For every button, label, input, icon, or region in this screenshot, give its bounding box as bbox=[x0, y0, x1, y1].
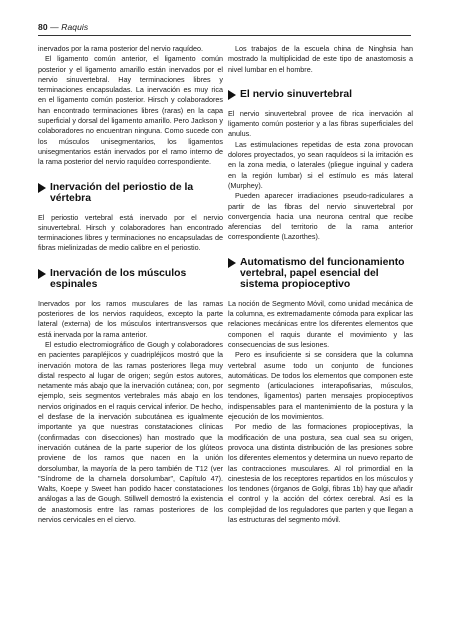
heading-text: Automatismo del funcionamiento vertebral, papel esencial del sistema propioceptivo bbox=[240, 256, 405, 290]
right-column bbox=[228, 44, 413, 525]
running-header bbox=[38, 22, 88, 32]
paragraph: Los trabajos de la escuela china de Ninghsia han mostrado la multiplicidad de este tipo de anastomosis a nivel lumbar en el hombre. bbox=[228, 44, 413, 74]
paragraph: Por medio de las formaciones propioceptivas, la modificación de una postura, sea cual sea su origen, provoca una distinta distribución de las presiones sobre los diferentes elementos y determina un nuevo reparto de las contracciones musculares. Al rol primordial en la cinestesia de los receptores repartidos en los músculos y los tendones (órganos de Golgi, fibras 1b) hay que añadir el control y la acción del córtex cerebral. Así es la complejidad de los reguladores que parten y que llegan a las estructuras del segmento móvil. bbox=[228, 422, 413, 524]
paragraph: Inervados por los ramos musculares de las ramas posteriores de los nervios raquídeos, excepto la parte lateral (externa) de los músculos intertransversos que está inervada por la rama anterior. bbox=[38, 298, 223, 339]
paragraph: El periostio vertebral está inervado por el nervio sinuvertebral. Hirsch y colaboradores han encontrado terminaciones libres y terminaciones no encapsuladas de fibras mielinizadas de medio calibre en el periostio. bbox=[38, 212, 223, 253]
heading-periostio bbox=[38, 182, 223, 204]
left-column bbox=[38, 44, 223, 525]
heading-automatismo bbox=[228, 257, 413, 290]
heading-text: Inervación de los músculos espinales bbox=[50, 267, 187, 290]
triangle-bullet-icon bbox=[228, 90, 236, 100]
triangle-bullet-icon bbox=[228, 258, 236, 268]
paragraph: inervados por la rama posterior del nervio raquídeo. bbox=[38, 44, 204, 53]
paragraph: Las estimulaciones repetidas de esta zona provocan dolores proyectados, yo sean raquídeos si la irritación es en la zona media, o laterales (pliegue inguinal y cadera en la región lumbar) si el estímulo es más lateral (Murphey). bbox=[228, 139, 413, 190]
header-rule bbox=[38, 35, 411, 36]
paragraph: El ligamento común anterior, el ligamento común posterior y el ligamento amarillo están inervados por el nervio sinuvertebral. Hay terminaciones libres y terminaciones encapsuladas. La inervación es muy rica en el ligamento común posterior. Hirsch y colaboradores han encontrado terminaciones libres (raras) en la capa superficial y dorsal del ligamento amarillo. Pero Jackson y colaboradores no encuentran ninguna. Como sucede con los músculos unisegmentarios, los ligamentos unisegmentarios están inervados por el ramo interno de la rama posterior del nervio raquídeo correspondiente. bbox=[38, 54, 223, 167]
heading-sinuvertebral bbox=[228, 89, 413, 100]
heading-text: Inervación del periostio de la vértebra bbox=[50, 181, 194, 204]
paragraph: La noción de Segmento Móvil, como unidad mecánica de la columna, es extremadamente cómoda para explicar las relaciones mecánicas entre los diferentes elementos que componen el raquis durante el movimiento y las consecuencias de sus lesiones. bbox=[228, 298, 413, 349]
triangle-bullet-icon bbox=[38, 269, 46, 279]
paragraph: Pueden aparecer irradiaciones pseudo-radiculares a partir de las fibras del nervio sinuvertebral por convergencia hacia una neurona central que recibe aferencias del territorio de la rama anterior correspondiente (Lazorthes). bbox=[228, 191, 413, 242]
page-number: 80 bbox=[38, 22, 48, 32]
triangle-bullet-icon bbox=[38, 183, 46, 193]
heading-text: El nervio sinuvertebral bbox=[240, 88, 353, 100]
header-separator: — bbox=[50, 22, 59, 32]
section-title: Raquis bbox=[61, 22, 89, 32]
heading-musculos bbox=[38, 268, 223, 290]
paragraph: El nervio sinuvertebral provee de rica inervación al ligamento común posterior y a las fibras superficiales del anulus. bbox=[228, 108, 413, 139]
paragraph: El estudio electromiográfico de Gough y colaboradores en pacientes parapléjicos y cuadripléjicos mostró que la inervación motora de las ramas posteriores llega muy distal respecto al lugar de origen; según estos autores, netamente más abajo que la inervación cutánea; con, por ejemplo, seis segmentos vertebrales más abajo en los nervios originados en el raquis cervical inferior. De hecho, el desfase de la inervación subcutánea es igualmente importante ya que nuestras constataciones clínicas (confirmadas con disecciones) han mostrado que la inervación cutánea de la parte superior de los glúteos proviene de los ramos que nacen en la unión dorsolumbar, la mayoría de la pero también de T12 (ver "Síndrome de la charnela dorsolumbar", Capítulo 47). Walts, Koepe y Sweet han podido hacer constataciones análogas a las de Gough. Stillwell demostró la existencia de anastomosis entre las ramas posteriores de los nervios cervicales en el ciervo. bbox=[38, 339, 223, 524]
paragraph: Pero es insuficiente si se considera que la columna vertebral asume todo un conjunto de funciones automáticas. De todos los elementos que componen este segmento (articulaciones interapofisarias, músculos, tendones, ligamentos) parten mensajes propioceptivos indispensables para el mantenimiento de la postura y la ejecución de los movimientos. bbox=[228, 350, 413, 422]
